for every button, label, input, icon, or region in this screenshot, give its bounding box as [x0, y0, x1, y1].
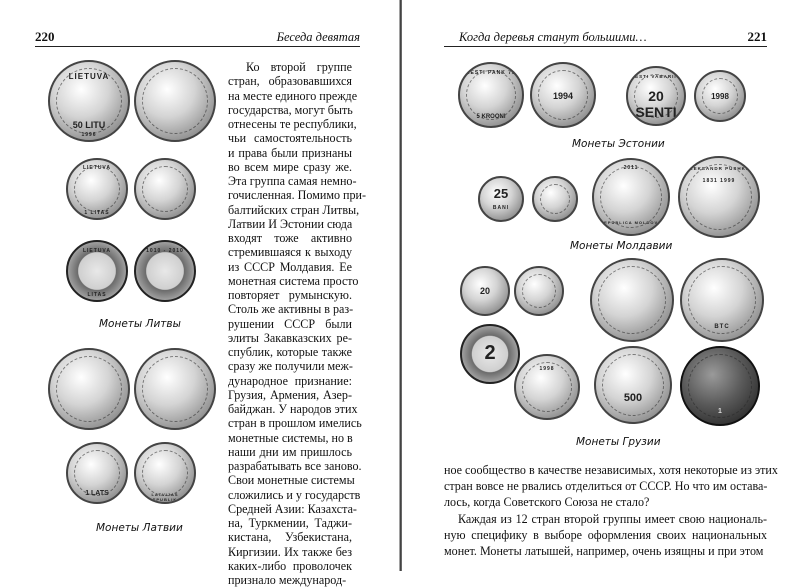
coin-lithuania-bimetal-litas: LIETUVA LITAS	[66, 240, 128, 302]
column-text-line: во всем мире сразу же.	[228, 159, 352, 174]
bottom-text-line: лось, когда Советского Союза не стало?	[444, 495, 650, 510]
running-title: Беседа девятая	[276, 30, 360, 44]
column-text-line: дународное признание:	[228, 373, 352, 388]
coin-lithuania-vilnius	[134, 158, 196, 220]
column-text-line: байджан. У народов этих	[228, 402, 358, 416]
column-text-line: чьи самостоятельность	[228, 131, 352, 146]
column-text-line: монетная система просто	[228, 273, 359, 288]
coin-latvia-pinecone-lats: 1 LATS	[66, 442, 128, 504]
column-text-line: стран в прошлом имелись	[228, 416, 362, 431]
column-text-line: наши дни им пришлось	[228, 444, 352, 459]
coin-lithuania-50-litu: LIETUVA 50 LITŲ 1996	[48, 60, 130, 142]
right-page-header	[444, 30, 767, 47]
column-text-line: признало международ-	[228, 573, 347, 587]
column-text-line: из СССР Молдавия. Ее	[228, 259, 352, 274]
coin-georgia-1998-arms: 1998	[514, 354, 580, 420]
column-text-line: разрабатывать все заново.	[228, 459, 362, 473]
running-title: Когда деревья станут большими…	[459, 30, 647, 44]
column-text-line: кистана, Узбекистана,	[228, 530, 352, 545]
coin-lithuania-gediminas-castle	[134, 60, 216, 142]
column-text-line: стран, образовавшихся	[228, 74, 352, 89]
bottom-text-line: ную специфику в выборе оформления своих национальных	[444, 527, 767, 542]
coin-moldova-pushkin: ALEKSANDR PUSHKIN 1831 1999	[678, 156, 760, 238]
coin-moldova-republica: 2011 REPUBLICA MOLDOVA	[592, 158, 670, 236]
column-text-line: повторяет румынскую.	[228, 288, 352, 302]
bottom-text-line: ное сообщество в качестве независимых, хотя некоторые из этих	[444, 463, 778, 477]
column-text-line: отнесены те республики,	[228, 117, 357, 131]
body-text-column	[228, 60, 367, 587]
column-text-line: и права были признаны	[228, 145, 352, 160]
coin-estonia-5-krooni: EESTI PANK 78 5 KROONI	[458, 62, 524, 128]
bottom-text-line: монет. Монеты латышей, например, очень изящны и при этом	[444, 544, 764, 559]
column-text-line: рушении СССР были	[228, 316, 352, 331]
left-page-header	[35, 30, 360, 47]
coin-moldova-25-bani: 25 BANI	[478, 176, 524, 222]
column-text-line: сложились и у государств	[228, 487, 361, 502]
caption-lithuania-coins: Монеты Литвы	[99, 318, 181, 330]
coin-georgia-bridge: BTC	[680, 258, 764, 342]
coin-estonia-arms-1998: 1998	[694, 70, 746, 122]
coin-estonia-20-senti: EESTI VABARIIK 20 SENTI	[626, 66, 686, 126]
coin-lithuania-bimetal-millennium: 1010 - 2010	[134, 240, 196, 302]
caption-georgia-coins: Монеты Грузии	[576, 436, 661, 448]
right-page	[404, 0, 800, 571]
column-text-line: государства, могут быть	[228, 102, 353, 117]
column-text-line: Грузия, Армения, Азер-	[228, 387, 352, 402]
column-text-line: Средней Азии: Казахста-	[228, 501, 357, 516]
page-number: 221	[747, 29, 767, 44]
column-text-line: монетные системы, но в	[228, 430, 353, 445]
bottom-text-line: Каждая из 12 стран второй группы имеет свою националь-	[458, 511, 767, 526]
coin-estonia-lions: 1994	[530, 62, 596, 128]
coin-georgia-20-deer: 20	[460, 266, 510, 316]
column-text-line: стремившаяся к выходу	[228, 245, 352, 260]
caption-moldova-coins: Монеты Молдавии	[570, 240, 673, 252]
column-text-line: Столь же активны в раз-	[228, 302, 354, 317]
coin-georgia-ornament	[514, 266, 564, 316]
column-text-line: входят тоже активно	[228, 231, 352, 245]
coin-georgia-portraits: 1	[680, 346, 760, 426]
caption-latvia-coins: Монеты Латвии	[96, 522, 183, 534]
column-text-line: спублик, которые также	[228, 345, 352, 359]
column-text-line: Свои монетные системы	[228, 473, 355, 488]
coin-latvia-locomotive	[48, 348, 130, 430]
bottom-text-line: стран вовсе не рвались отделиться от СССР. Но что им остава-	[444, 479, 768, 494]
coin-lithuania-litas-knight: LIETUVA 1 LITAS	[66, 158, 128, 220]
coin-latvia-coat-of-arms: LATVIJAS REPUBLIKA	[134, 442, 196, 504]
column-text-line: на, Туркмении, Таджи-	[228, 516, 352, 530]
coin-georgia-map	[590, 258, 674, 342]
column-text-line: элиты Закавказских ре-	[228, 330, 352, 345]
column-text-line: Латвии И Эстонии сюда	[228, 216, 353, 231]
column-text-line: каких-либо проволочек	[228, 558, 352, 573]
coin-latvia-wheel	[134, 348, 216, 430]
column-text-line: Эта группа самая немно-	[228, 174, 357, 188]
column-text-line: сразу же получили меж-	[228, 359, 353, 374]
book-gutter	[399, 0, 402, 571]
page-number: 220	[35, 29, 55, 44]
column-text-line: Ко второй группе	[246, 60, 352, 74]
column-text-line: балтийских стран Литвы,	[228, 202, 360, 217]
column-text-line: на месте единого прежде	[228, 88, 358, 103]
caption-estonia-coins: Монеты Эстонии	[572, 138, 665, 150]
body-text-bottom	[444, 462, 778, 559]
coin-moldova-arms-small	[532, 176, 578, 222]
coin-georgia-500: 500	[594, 346, 672, 424]
column-text-line: гочисленная. Помимо при-	[228, 188, 367, 203]
column-text-line: Киргизии. Их также без	[228, 544, 352, 559]
coin-georgia-2-lari: 2	[460, 324, 520, 384]
